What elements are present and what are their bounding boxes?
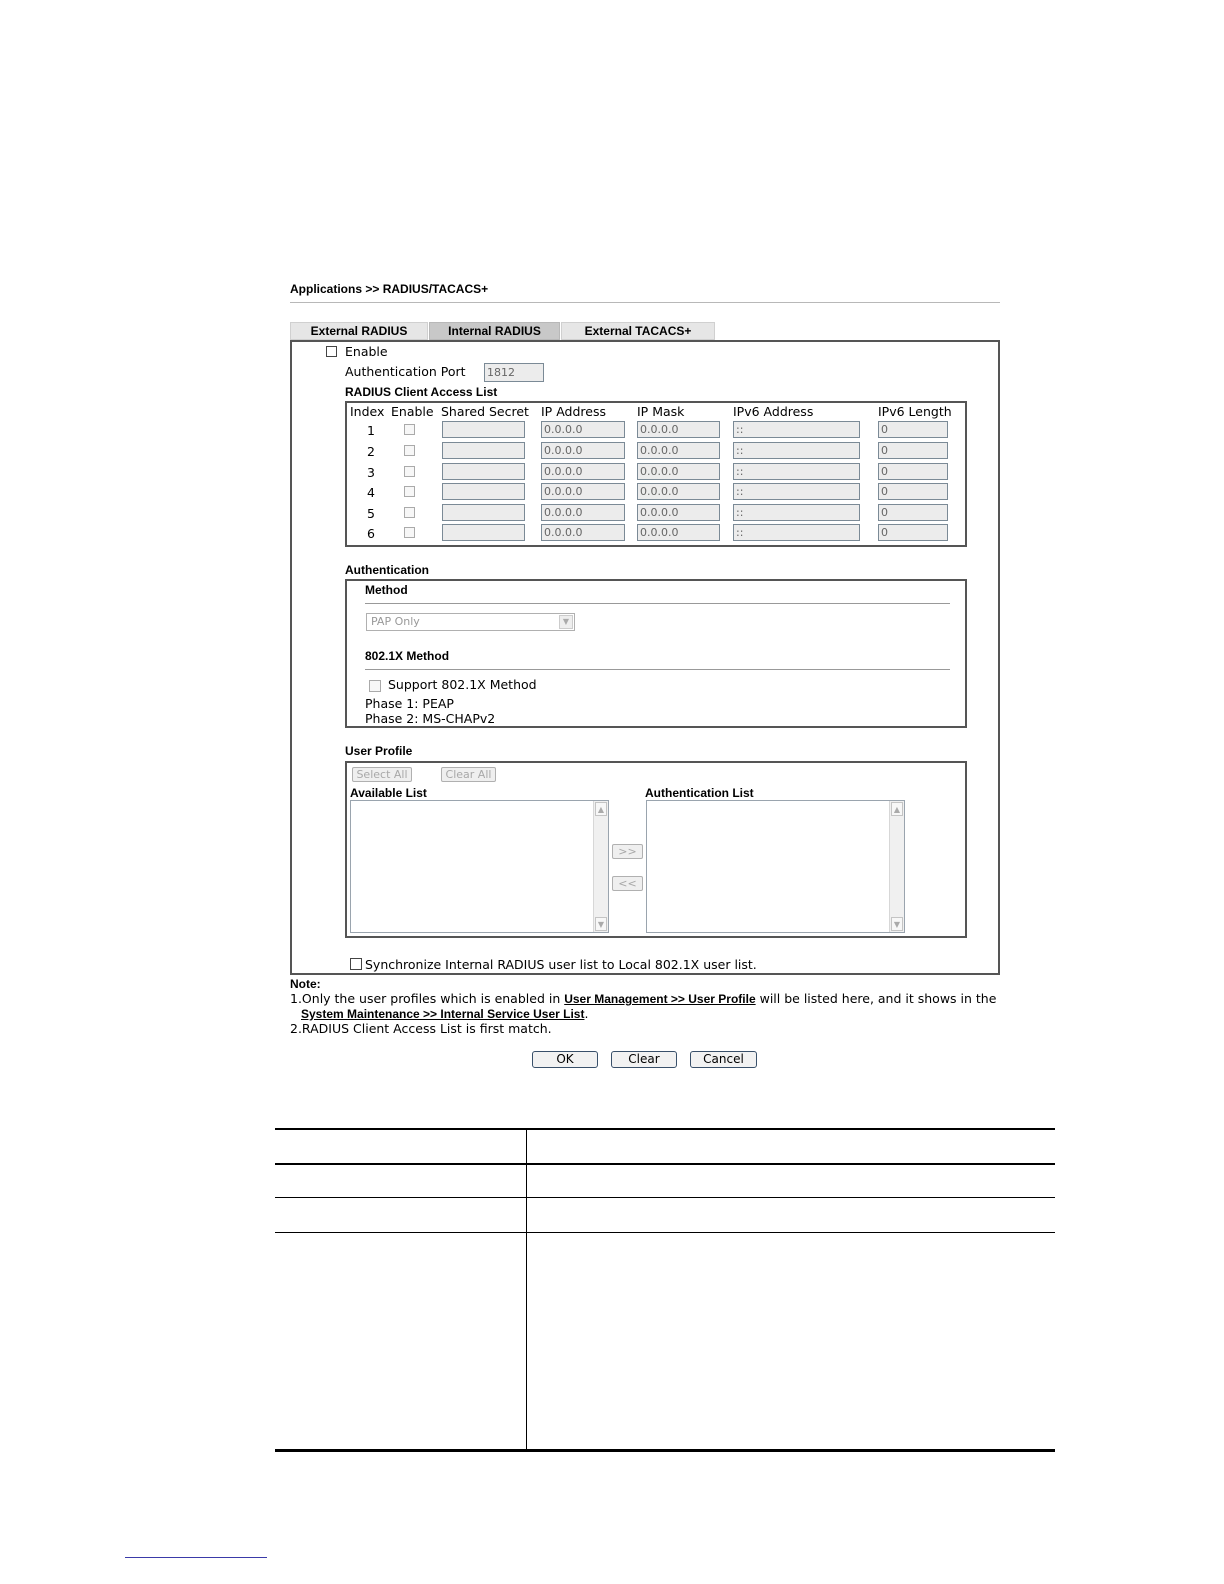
- sync-user-list-label: Synchronize Internal RADIUS user list to Local 802.1X user list.: [365, 957, 757, 972]
- table-bottom-rule: [275, 1449, 1055, 1452]
- auth-port-label: Authentication Port: [345, 364, 466, 379]
- col-header-ip-address: IP Address: [541, 404, 606, 419]
- note-line-1-text-b: will be listed here, and it shows in the: [755, 991, 997, 1006]
- user-profile-link[interactable]: User Management >> User Profile: [564, 992, 756, 1006]
- col-header-ipv6-length: IPv6 Length: [878, 404, 952, 419]
- scroll-down-icon[interactable]: ▼: [891, 917, 903, 931]
- note-line-1-text-c: .: [584, 1006, 589, 1021]
- method-select[interactable]: [366, 613, 575, 631]
- row-index: 6: [367, 526, 375, 541]
- shared-secret-input[interactable]: [442, 442, 525, 459]
- enable-label: Enable: [345, 344, 388, 359]
- row-enable-checkbox[interactable]: [404, 527, 415, 538]
- ipv6-address-input[interactable]: ::: [733, 524, 860, 541]
- ip-address-input[interactable]: 0.0.0.0: [541, 442, 625, 459]
- ipv6-address-input[interactable]: ::: [733, 463, 860, 480]
- row-index: 3: [367, 465, 375, 480]
- row-index: 5: [367, 506, 375, 521]
- table-header-rule: [275, 1163, 1055, 1165]
- select-all-button[interactable]: Select All: [352, 767, 412, 782]
- ipv6-length-input[interactable]: 0: [878, 421, 948, 438]
- ipv6-address-input[interactable]: ::: [733, 504, 860, 521]
- ok-button[interactable]: OK: [532, 1051, 598, 1068]
- ip-address-input[interactable]: 0.0.0.0: [541, 463, 625, 480]
- ipv6-length-input[interactable]: 0: [878, 524, 948, 541]
- row-index: 1: [367, 423, 375, 438]
- breadcrumb-divider: [290, 302, 1000, 303]
- clear-all-button[interactable]: Clear All: [441, 767, 496, 782]
- method-title: Method: [365, 583, 408, 597]
- available-list-label: Available List: [350, 786, 427, 800]
- enable-checkbox[interactable]: [326, 346, 337, 357]
- auth-list-label: Authentication List: [645, 786, 754, 800]
- col-header-index: Index: [350, 404, 385, 419]
- footer-rule: [125, 1557, 267, 1558]
- tab-external-tacacs[interactable]: External TACACS+: [561, 322, 715, 340]
- row-enable-checkbox[interactable]: [404, 486, 415, 497]
- ipv6-address-input[interactable]: ::: [733, 442, 860, 459]
- scroll-down-icon[interactable]: ▼: [595, 917, 607, 931]
- chevron-down-icon[interactable]: ▼: [559, 615, 573, 629]
- support-dot1x-label: Support 802.1X Method: [388, 677, 537, 692]
- table-column-divider: [526, 1128, 527, 1451]
- add-to-auth-list-button[interactable]: >>: [612, 844, 643, 859]
- ipv6-address-input[interactable]: ::: [733, 483, 860, 500]
- ip-address-input[interactable]: 0.0.0.0: [541, 421, 625, 438]
- scroll-up-icon[interactable]: ▲: [891, 802, 903, 816]
- row-index: 4: [367, 485, 375, 500]
- col-header-enable: Enable: [391, 404, 434, 419]
- ip-address-input[interactable]: 0.0.0.0: [541, 524, 625, 541]
- phase2-text: Phase 2: MS-CHAPv2: [365, 711, 496, 726]
- clear-button[interactable]: Clear: [611, 1051, 677, 1068]
- note-title: Note:: [290, 977, 321, 991]
- authentication-title: Authentication: [345, 563, 429, 577]
- ip-mask-input[interactable]: 0.0.0.0: [637, 483, 720, 500]
- auth-list-scrollbar[interactable]: [889, 801, 904, 932]
- row-enable-checkbox[interactable]: [404, 445, 415, 456]
- remove-from-auth-list-button[interactable]: <<: [612, 876, 643, 891]
- phase1-text: Phase 1: PEAP: [365, 696, 454, 711]
- row-enable-checkbox[interactable]: [404, 507, 415, 518]
- ipv6-length-input[interactable]: 0: [878, 504, 948, 521]
- ip-mask-input[interactable]: 0.0.0.0: [637, 463, 720, 480]
- ip-mask-input[interactable]: 0.0.0.0: [637, 442, 720, 459]
- method-divider: [365, 603, 950, 604]
- cancel-button[interactable]: Cancel: [690, 1051, 757, 1068]
- table-top-rule: [275, 1128, 1055, 1130]
- internal-service-user-list-link[interactable]: System Maintenance >> Internal Service User List: [301, 1007, 585, 1021]
- dot1x-divider: [365, 669, 950, 670]
- note-line-1: [290, 991, 996, 1006]
- note-line-1-text-a: 1.Only the user profiles which is enabled in: [290, 991, 565, 1006]
- col-header-ip-mask: IP Mask: [637, 404, 685, 419]
- ip-mask-input[interactable]: 0.0.0.0: [637, 504, 720, 521]
- ip-mask-input[interactable]: 0.0.0.0: [637, 421, 720, 438]
- support-dot1x-checkbox[interactable]: [369, 680, 381, 692]
- ip-address-input[interactable]: 0.0.0.0: [541, 483, 625, 500]
- available-listbox[interactable]: [350, 800, 609, 933]
- col-header-shared-secret: Shared Secret: [441, 404, 529, 419]
- breadcrumb: Applications >> RADIUS/TACACS+: [290, 282, 489, 296]
- table-row-rule: [275, 1197, 1055, 1198]
- scroll-up-icon[interactable]: ▲: [595, 802, 607, 816]
- auth-port-input[interactable]: 1812: [484, 363, 544, 382]
- shared-secret-input[interactable]: [442, 483, 525, 500]
- authentication-listbox[interactable]: [646, 800, 905, 933]
- sync-user-list-checkbox[interactable]: [350, 958, 362, 970]
- user-profile-title: User Profile: [345, 744, 413, 758]
- col-header-ipv6-address: IPv6 Address: [733, 404, 814, 419]
- ip-mask-input[interactable]: 0.0.0.0: [637, 524, 720, 541]
- note-line-1-cont: [301, 1006, 588, 1021]
- row-index: 2: [367, 444, 375, 459]
- ip-address-input[interactable]: 0.0.0.0: [541, 504, 625, 521]
- ipv6-length-input[interactable]: 0: [878, 483, 948, 500]
- tab-internal-radius[interactable]: Internal RADIUS: [429, 322, 560, 340]
- method-select-value: PAP Only: [371, 615, 420, 628]
- note-line-2: 2.RADIUS Client Access List is first match.: [290, 1021, 552, 1036]
- available-list-scrollbar[interactable]: [593, 801, 608, 932]
- shared-secret-input[interactable]: [442, 504, 525, 521]
- dot1x-title: 802.1X Method: [365, 649, 450, 663]
- row-enable-checkbox[interactable]: [404, 466, 415, 477]
- ipv6-address-input[interactable]: ::: [733, 421, 860, 438]
- shared-secret-input[interactable]: [442, 463, 525, 480]
- row-enable-checkbox[interactable]: [404, 424, 415, 435]
- shared-secret-input[interactable]: [442, 421, 525, 438]
- shared-secret-input[interactable]: [442, 524, 525, 541]
- ipv6-length-input[interactable]: 0: [878, 442, 948, 459]
- tab-external-radius[interactable]: External RADIUS: [290, 322, 428, 340]
- client-list-title: RADIUS Client Access List: [345, 385, 498, 399]
- table-row-rule: [275, 1232, 1055, 1233]
- ipv6-length-input[interactable]: 0: [878, 463, 948, 480]
